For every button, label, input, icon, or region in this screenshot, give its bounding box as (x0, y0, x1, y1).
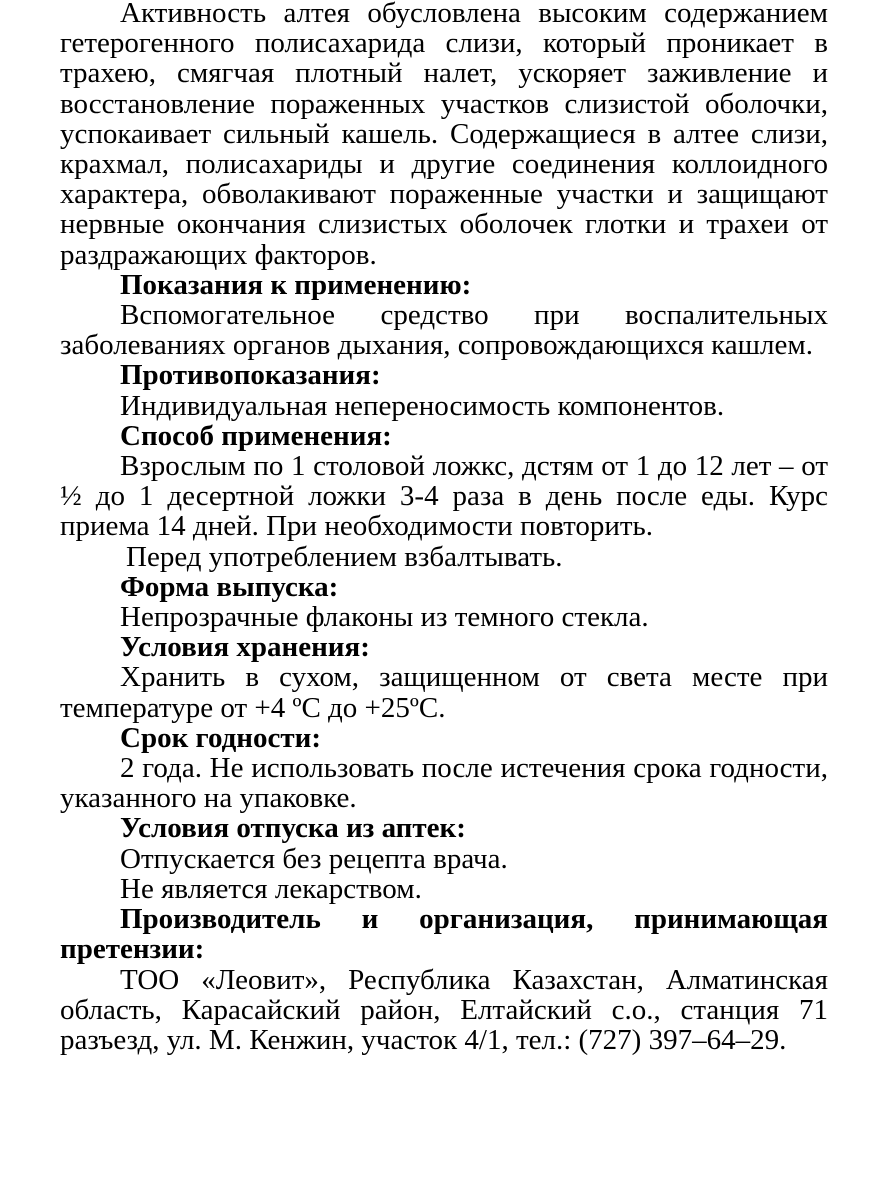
storage-text: Хранить в сухом, защищенном от света месте при температуре от +4 ºС до +25ºС. (60, 661, 828, 724)
leaflet-page (60, 0, 828, 1055)
storage-heading: Условия хранения: (120, 631, 370, 664)
usage-text: Взрослым по 1 столовой ложкс, дстям от 1 до 12 лет – от ½ до 1 десертной ложки 3-4 раза в день после еды. Курс приема 14 дней. При необходимости повторить. (60, 450, 828, 543)
shelf-life-heading: Срок годности: (120, 721, 322, 754)
indications-heading: Показания к применению: (120, 268, 472, 301)
dispensing-text: Отпускается без рецепта врача. (120, 842, 508, 875)
manufacturer-text: ТОО «Леовит», Республика Казахстан, Алматинская область, Карасайский район, Елтайский с.о., станция 71 разъезд, ул. М. Кенжин, участок 4/1, тел.: (727) 397–64–29. (60, 963, 828, 1056)
form-text: Непрозрачные флаконы из темного стекла. (120, 601, 649, 634)
contraindications-text: Индивидуальная непереносимость компонентов. (120, 389, 725, 422)
usage-note: Перед употреблением взбалтывать. (126, 540, 563, 573)
dispensing-heading: Условия отпуска из аптек: (120, 812, 466, 845)
contraindications-heading: Противопоказания: (120, 359, 381, 392)
form-heading: Форма выпуска: (120, 570, 339, 603)
usage-heading: Способ применения: (120, 419, 392, 452)
indications-text: Вспомогательное средство при воспалительных заболеваниях органов дыхания, сопровождающихся кашлем. (60, 299, 828, 362)
intro-paragraph: Активность алтея обусловлена высоким содержанием гетерогенного полисахарида слизи, который проникает в трахею, смягчая плотный налет, ускоряет заживление и восстановление пораженных участков слизистой оболочки, успокаивает сильный кашель. Содержащиеся в алтее слизи, крахмал, полисахариды и другие соединения коллоидного характера, обволакивают пораженные участки и защищают нервные окончания слизистых оболочек глотки и трахеи от раздражающих факторов. (60, 0, 828, 271)
dispensing-note: Не является лекарством. (120, 872, 422, 905)
shelf-life-text: 2 года. Не использовать после истечения срока годности, указанного на упаковке. (60, 752, 828, 815)
manufacturer-heading: Производитель и организация, принимающая претензии: (60, 903, 828, 966)
